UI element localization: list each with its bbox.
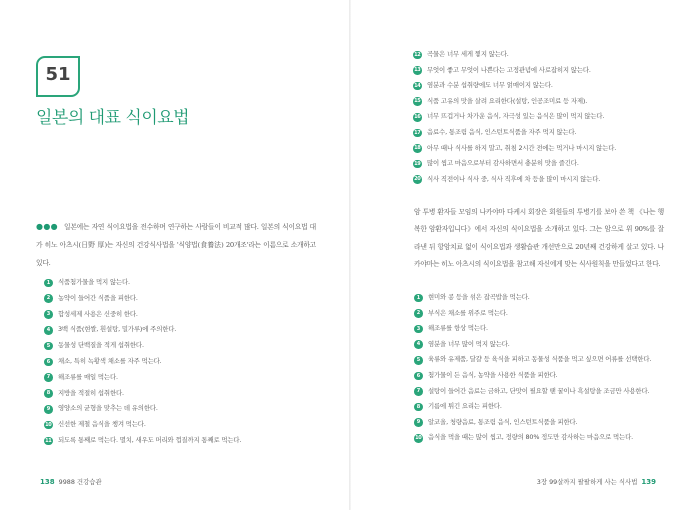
number-badge: 3 bbox=[414, 325, 423, 334]
list-item bbox=[44, 417, 241, 433]
number-badge: 10 bbox=[45, 421, 52, 428]
list-item bbox=[413, 63, 616, 79]
list-item bbox=[44, 338, 241, 354]
list-item-text: 해조류를 매일 먹는다. bbox=[58, 372, 118, 381]
list-item-text: 현미와 콩 등을 섞은 잡곡밥을 먹는다. bbox=[428, 293, 530, 301]
chapter-number: 51 bbox=[45, 64, 71, 85]
list-item bbox=[413, 125, 616, 141]
list-item bbox=[414, 306, 651, 322]
list-item bbox=[413, 78, 616, 94]
list-item bbox=[44, 275, 241, 291]
list-item-text: 음식을 먹을 때는 많이 씹고, 정량의 80% 정도만 감사하는 마음으로 먹는다. bbox=[428, 433, 633, 442]
list-item-text: 육류와 유제품, 달걀 등 육식을 피하고 동물성 식품을 먹고 싶으면 어류를 선택한다. bbox=[428, 355, 652, 364]
list-item bbox=[413, 141, 616, 157]
list-item-text: 신선한 제철 음식을 챙겨 먹는다. bbox=[58, 420, 146, 429]
intro-text: 일본에는 자연 식이요법을 전수하며 연구하는 사람들이 비교적 많다. 일본의 식이요법 대가 히노 아츠시(日野 厚)는 자신의 건강식사법을 '식양법(食養法) 20개조'라는 이름으로 소개하고 있다. bbox=[36, 223, 316, 268]
list-item bbox=[414, 384, 651, 400]
rules-list-right-bottom bbox=[414, 290, 651, 446]
book-title: 9988 건강습관 bbox=[58, 478, 102, 486]
list-item-text: 곡물은 너무 세게 찧지 않는다. bbox=[427, 50, 509, 58]
number-badge: 13 bbox=[414, 67, 421, 74]
number-badge: 4 bbox=[44, 326, 53, 335]
list-item-text: 첨가물이 든 음식, 농약을 사용한 식품을 피한다. bbox=[428, 370, 558, 379]
chapter-title: 일본의 대표 식이요법 bbox=[36, 108, 190, 128]
number-badge: 8 bbox=[44, 389, 53, 398]
number-badge: 10 bbox=[415, 435, 422, 442]
number-badge: 5 bbox=[414, 356, 423, 365]
number-badge: 6 bbox=[44, 358, 53, 367]
list-item-text: 너무 뜨겁거나 차가운 음식, 자극성 있는 음식은 많이 먹지 않는다. bbox=[427, 112, 605, 121]
list-item bbox=[413, 156, 616, 172]
number-badge: 4 bbox=[414, 340, 423, 349]
list-item-text: 무엇이 좋고 무엇이 나쁜다는 고정관념에 사로잡히지 않는다. bbox=[427, 65, 591, 74]
list-item-text: 아무 때나 식사를 하지 말고, 취침 2시간 전에는 먹거나 마시지 않는다. bbox=[427, 143, 617, 152]
list-item-text: 되도록 통째로 먹는다. 멸치, 새우도 머리와 껍질까지 통째로 먹는다. bbox=[58, 435, 242, 444]
page-number: 138 bbox=[40, 478, 55, 486]
number-badge: 6 bbox=[414, 372, 423, 381]
list-item bbox=[414, 399, 651, 415]
list-item-text: 많이 씹고 마음으로부터 감사하면서 충분히 맛을 즐긴다. bbox=[427, 159, 579, 168]
chapter-running-title: 3장 99살까지 팔팔하게 사는 식사법 bbox=[536, 478, 638, 486]
list-item-text: 동물성 단백질을 적게 섭취한다. bbox=[58, 341, 144, 350]
bullet-dots-icon: ●●● bbox=[36, 222, 59, 231]
number-badge: 2 bbox=[44, 294, 53, 303]
list-item bbox=[414, 430, 651, 446]
list-item bbox=[44, 354, 241, 370]
list-item bbox=[44, 370, 241, 386]
list-item bbox=[413, 94, 616, 110]
list-item-text: 음료수, 통조림 음식, 인스턴트식품을 자주 먹지 않는다. bbox=[427, 127, 577, 136]
number-badge: 3 bbox=[44, 310, 53, 319]
list-item-text: 합성세제 사용은 신중히 한다. bbox=[58, 309, 138, 318]
number-badge: 16 bbox=[414, 114, 421, 121]
list-item-text: 채소, 특히 녹황색 채소를 자주 먹는다. bbox=[58, 356, 162, 365]
list-item bbox=[414, 415, 651, 431]
list-item bbox=[414, 337, 651, 353]
list-item-text: 식품 고유의 맛을 살려 요리한다(설탕, 인공조미료 등 자제). bbox=[427, 96, 588, 105]
number-badge: 19 bbox=[414, 160, 421, 167]
number-badge: 7 bbox=[44, 373, 53, 382]
list-item bbox=[44, 433, 241, 449]
intro-paragraph bbox=[36, 218, 316, 273]
body-paragraph: 암 투병 환자들 모임의 나카야마 다케시 회장은 회원들의 투병기를 보아 쓴 책 《나는 행복한 암환자입니다》에서 자신의 식이요법을 소개하고 있다. 그는 암으로 위 90%를 잘라낸 뒤 항암치료 없이 식이요법과 생활습관 개선만으로 20년째 건강하게 살고 있다. 나카야마는 히노 아츠시의 식이요법을 참고해 자신에게 맞는 식사원칙을 만들었다고 한다. bbox=[414, 208, 664, 269]
list-item bbox=[414, 290, 651, 306]
number-badge: 8 bbox=[414, 403, 423, 412]
number-badge: 9 bbox=[414, 418, 423, 427]
number-badge: 9 bbox=[44, 405, 53, 414]
footer-right bbox=[537, 477, 660, 486]
number-badge: 2 bbox=[414, 309, 423, 318]
list-item-text: 염분과 수분 섭취량에도 너무 얽매이지 않는다. bbox=[427, 81, 553, 90]
list-item bbox=[44, 307, 241, 323]
list-item bbox=[414, 321, 651, 337]
number-badge: 5 bbox=[44, 342, 53, 351]
number-badge: 11 bbox=[45, 437, 52, 444]
list-item bbox=[413, 109, 616, 125]
footer-left bbox=[36, 477, 102, 486]
list-item-text: 알코올, 청량음료, 통조림 음식, 인스턴트식품을 피한다. bbox=[428, 417, 578, 426]
list-item bbox=[414, 352, 651, 368]
list-item-text: 농약이 들어간 식품을 피한다. bbox=[58, 293, 138, 302]
number-badge: 17 bbox=[414, 129, 421, 136]
chapter-number-box bbox=[36, 56, 80, 97]
list-item-text: 영양소의 균형을 맞추는 데 유의한다. bbox=[58, 404, 158, 413]
list-item bbox=[44, 291, 241, 307]
list-item-text: 해조류를 항상 먹는다. bbox=[428, 324, 488, 333]
number-badge: 20 bbox=[414, 176, 421, 183]
list-item-text: 설탕이 들어간 음료는 금하고, 단맛이 필요할 땐 꿀이나 흑설탕을 조금만 사용한다. bbox=[428, 386, 650, 395]
list-item bbox=[413, 47, 616, 63]
list-item-text: 식사 직전이나 식사 중, 식사 직후에 차 등을 많이 마시지 않는다. bbox=[427, 174, 601, 183]
list-item-text: 지방을 적절히 섭취한다. bbox=[58, 388, 124, 397]
number-badge: 1 bbox=[414, 294, 423, 303]
list-item-text: 식품첨가물을 먹지 않는다. bbox=[58, 278, 130, 286]
list-item-text: 부식은 채소를 위주로 먹는다. bbox=[428, 308, 508, 317]
number-badge: 15 bbox=[414, 98, 421, 105]
rules-list-right-top bbox=[413, 47, 616, 187]
list-item bbox=[44, 386, 241, 402]
list-item bbox=[44, 322, 241, 338]
number-badge: 12 bbox=[414, 51, 421, 58]
list-item-text: 염분을 너무 많이 먹지 않는다. bbox=[428, 339, 510, 348]
rules-list-left bbox=[44, 275, 241, 449]
list-item-text: 3백 식품(현쌀, 흰설탕, 밀가루)에 주의한다. bbox=[58, 325, 177, 334]
page-number: 139 bbox=[641, 478, 656, 486]
number-badge: 1 bbox=[44, 279, 53, 288]
number-badge: 18 bbox=[414, 145, 421, 152]
list-item bbox=[44, 401, 241, 417]
list-item bbox=[413, 172, 616, 188]
number-badge: 14 bbox=[414, 82, 421, 89]
number-badge: 7 bbox=[414, 387, 423, 396]
list-item bbox=[414, 368, 651, 384]
list-item-text: 기름에 튀긴 요리는 피한다. bbox=[428, 402, 502, 411]
